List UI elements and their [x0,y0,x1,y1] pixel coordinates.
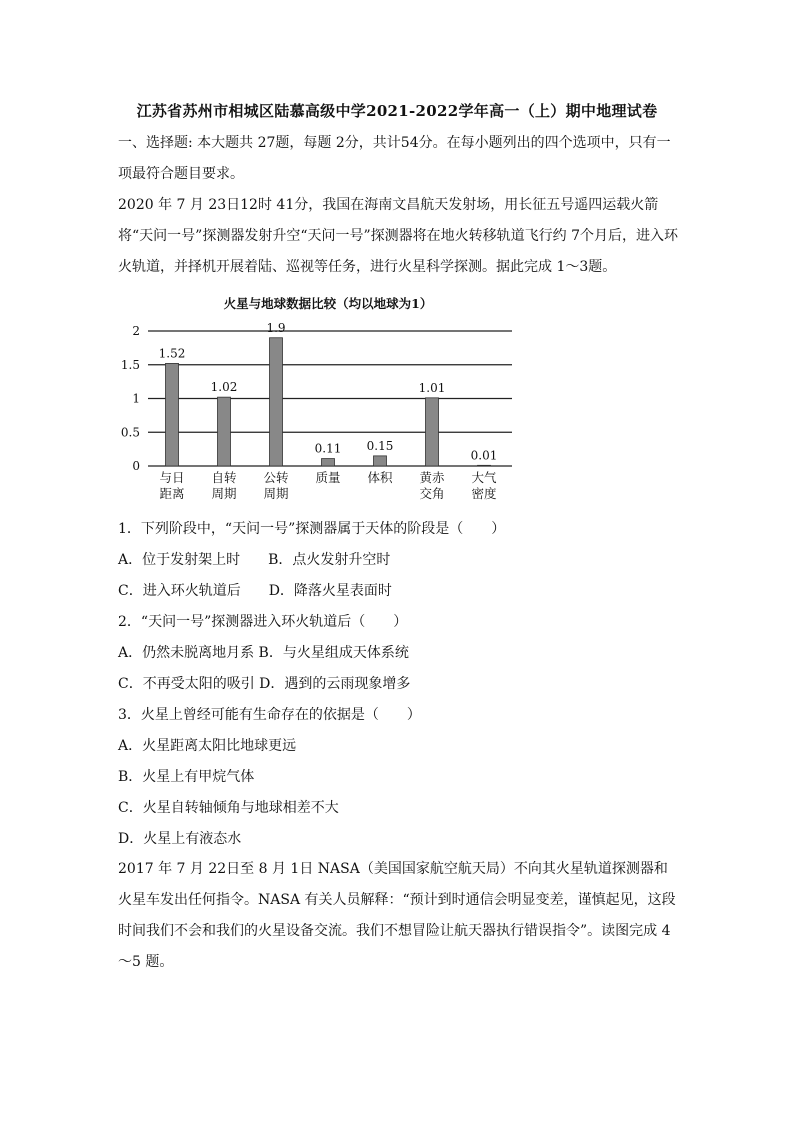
x-tick-label: 黄赤 [419,470,445,485]
q3-option-a: A．火星距离太阳比地球更远 [118,738,297,754]
bar-1 [166,363,179,466]
bar-4 [322,459,335,466]
bar-5 [374,456,387,466]
x-tick-label: 自转 [211,470,237,485]
q1-options-row1: A．位于发射架上时 B．点火发射升空时 [118,552,391,568]
bar-value-label: 0.15 [366,438,394,453]
x-tick-label: 体积 [367,470,393,485]
y-tick-label: 2 [132,324,140,338]
x-tick-label: 质量 [315,470,341,485]
q2-options-row1: A．仍然未脱离地月系 B．与火星组成天体系统 [118,645,409,661]
q2-stem: 2．“天问一号”探测器进入环火轨道后（ ） [118,614,408,630]
q3-option-b: B．火星上有甲烷气体 [118,769,255,785]
x-tick-label: 距离 [159,486,185,501]
bar-value-label: 0.01 [470,448,498,463]
x-tick-label: 公转 [263,470,289,485]
y-tick-label: 1 [132,391,140,406]
section-heading: 一、选择题: 本大题共 27题，每题 2分，共计54分。在每小题列出的四个选项中，只有一项最符合题目要求。 [118,135,671,182]
y-tick-label: 1.5 [120,357,140,372]
q1-stem: 1．下列阶段中，“天问一号”探测器属于天体的阶段是（ ） [118,521,506,537]
bar-2 [218,397,231,466]
y-tick-label: 0.5 [120,425,140,440]
x-tick-label: 大气 [471,470,497,485]
intro-paragraph-2: 2017 年 7 月 22日至 8 月 1日 NASA（美国国家航空航天局）不向其火星轨道探测器和火星车发出任何指令。NASA 有关人员解释：“预计到时通信会明显变差，谨慎起见，这段时间我们不会和我们的火星设备交流。我们不想冒险让航天器执行错误指令”。读图完成 4～5 题。 [118,861,676,970]
x-tick-label: 与日 [159,470,185,485]
q3-stem: 3．火星上曾经可能有生命存在的依据是（ ） [118,707,421,723]
x-tick-label: 周期 [263,486,289,501]
y-tick-label: 0 [132,459,140,473]
bar-3 [270,338,283,466]
bar-value-label: 1.01 [418,380,446,395]
x-tick-label: 密度 [471,486,497,501]
intro-paragraph-1: 2020 年 7 月 23日12时 41分，我国在海南文昌航天发射场，用长征五号遥四运载火箭将“天问一号”探测器发射升空“天问一号”探测器将在地火转移轨道飞行约 7个月后，进入环火轨道，并择机开展着陆、巡视等任务，进行火星科学探测。据此完成 1～3题。 [118,197,678,275]
x-tick-label: 交角 [419,486,445,501]
bar-7 [478,465,491,466]
q1-options-row2: C．进入环火轨道后 D．降落火星表面时 [118,583,392,599]
bar-chart [118,290,538,510]
bar-value-label: 0.11 [314,441,342,456]
chart-title: 火星与地球数据比较（均以地球为1） [223,296,433,311]
x-tick-label: 周期 [211,486,237,501]
page-title: 江苏省苏州市相城区陆慕高级中学2021-2022学年高一（上）期中地理试卷 [136,102,658,120]
q3-option-c: C．火星自转轴倾角与地球相差不大 [118,800,339,816]
q3-option-d: D．火星上有液态水 [118,831,242,847]
bar-value-label: 1.9 [266,320,286,335]
bar-value-label: 1.52 [158,346,186,361]
q2-options-row2: C．不再受太阳的吸引 D．遇到的云雨现象增多 [118,676,411,692]
bar-value-label: 1.02 [210,380,238,395]
bar-6 [426,398,439,466]
